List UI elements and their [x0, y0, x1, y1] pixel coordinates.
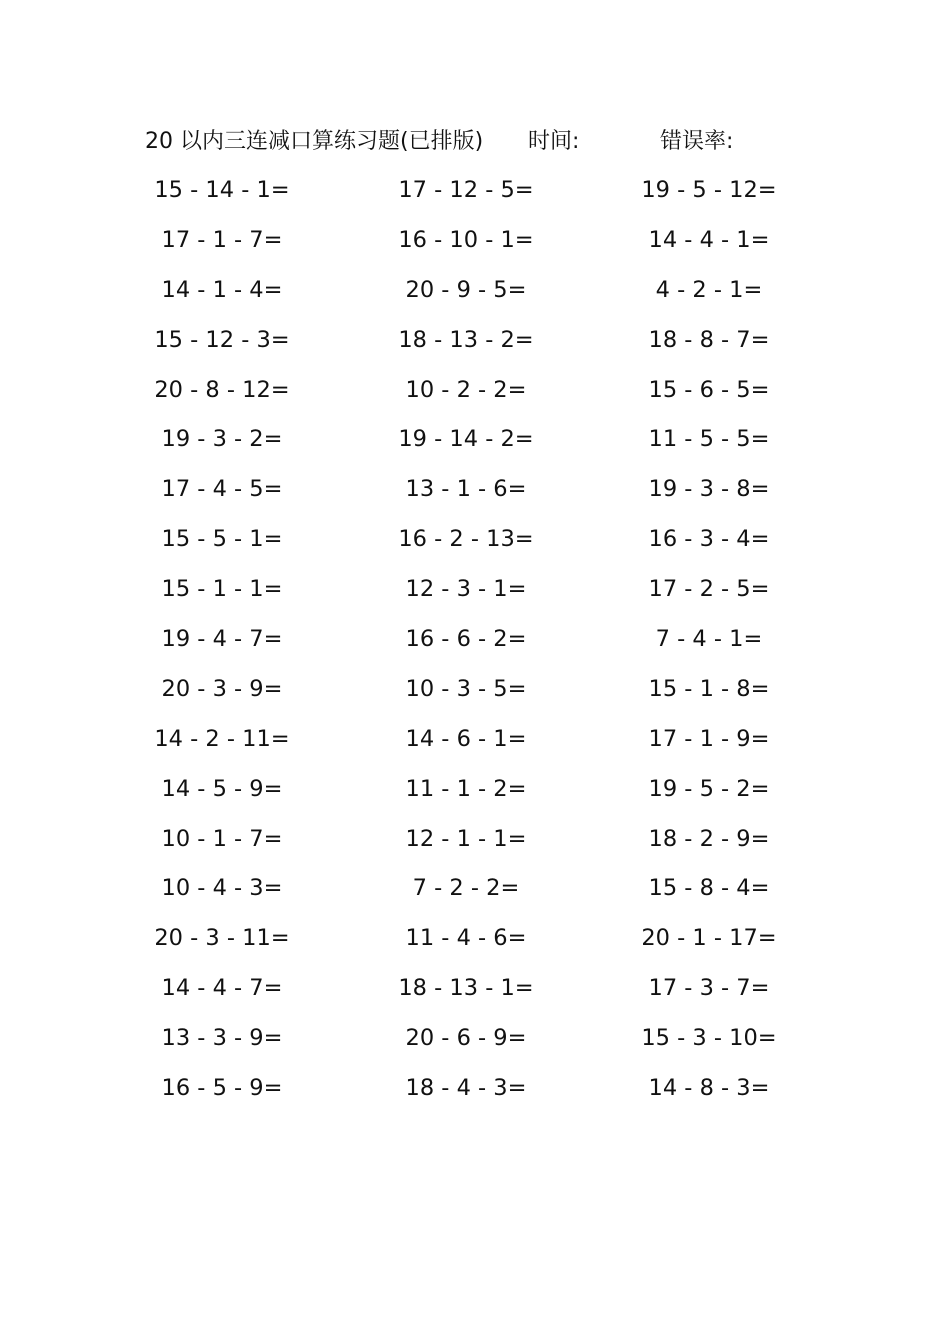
- problem-item: 19 - 14 - 2=: [398, 426, 534, 453]
- problem-item: 15 - 5 - 1=: [161, 526, 283, 553]
- problem-item: 15 - 6 - 5=: [648, 376, 770, 403]
- problem-item: 15 - 3 - 10=: [641, 1025, 777, 1052]
- problem-item: 17 - 1 - 7=: [161, 226, 283, 253]
- problem-item: 20 - 3 - 9=: [161, 675, 283, 702]
- problem-item: 17 - 2 - 5=: [648, 576, 770, 603]
- problem-item: 16 - 10 - 1=: [398, 226, 534, 253]
- problem-item: 16 - 5 - 9=: [161, 1075, 283, 1102]
- problem-item: 19 - 3 - 2=: [161, 426, 283, 453]
- problem-item: 17 - 3 - 7=: [648, 975, 770, 1002]
- problem-item: 17 - 4 - 5=: [161, 476, 283, 503]
- problem-row: [0, 914, 950, 964]
- problem-item: 19 - 4 - 7=: [161, 626, 283, 653]
- problem-item: 18 - 13 - 1=: [398, 975, 534, 1002]
- problem-row: [0, 665, 950, 715]
- problem-item: 13 - 1 - 6=: [405, 476, 527, 503]
- problem-row: [0, 1064, 950, 1114]
- problem-row: [0, 266, 950, 316]
- problem-row: [0, 765, 950, 815]
- problem-row: [0, 366, 950, 416]
- problem-row: [0, 316, 950, 366]
- error-rate-label: 错误率:: [660, 129, 734, 154]
- problem-item: 13 - 3 - 9=: [161, 1025, 283, 1052]
- problem-row: [0, 1014, 950, 1064]
- problem-item: 10 - 2 - 2=: [405, 376, 527, 403]
- problem-row: [0, 615, 950, 665]
- problem-item: 19 - 5 - 2=: [648, 775, 770, 802]
- problem-row: [0, 715, 950, 765]
- problem-item: 14 - 2 - 11=: [154, 725, 290, 752]
- problem-item: 14 - 6 - 1=: [405, 725, 527, 752]
- problem-item: 15 - 8 - 4=: [648, 875, 770, 902]
- problem-item: 19 - 5 - 12=: [641, 177, 777, 203]
- problem-row: [0, 166, 950, 216]
- problem-item: 12 - 1 - 1=: [405, 825, 527, 852]
- problem-item: 10 - 3 - 5=: [405, 675, 527, 702]
- problem-item: 11 - 5 - 5=: [648, 426, 770, 453]
- problem-item: 18 - 13 - 2=: [398, 326, 534, 353]
- problem-row: [0, 515, 950, 565]
- problem-item: 19 - 3 - 8=: [648, 476, 770, 503]
- problem-item: 14 - 4 - 7=: [161, 975, 283, 1002]
- problem-grid: [0, 166, 950, 1114]
- problem-row: [0, 465, 950, 515]
- problem-item: 18 - 2 - 9=: [648, 825, 770, 852]
- worksheet-title: 20 以内三连减口算练习题(已排版): [145, 129, 484, 154]
- problem-item: 16 - 6 - 2=: [405, 626, 527, 653]
- problem-item: 4 - 2 - 1=: [655, 276, 763, 303]
- problem-row: [0, 864, 950, 914]
- problem-item: 14 - 4 - 1=: [648, 226, 770, 253]
- problem-item: 20 - 8 - 12=: [154, 376, 290, 403]
- problem-item: 7 - 2 - 2=: [412, 875, 520, 902]
- problem-item: 18 - 8 - 7=: [648, 326, 770, 353]
- problem-item: 15 - 1 - 1=: [161, 576, 283, 603]
- problem-row: [0, 415, 950, 465]
- problem-item: 14 - 8 - 3=: [648, 1075, 770, 1102]
- problem-item: 16 - 2 - 13=: [398, 526, 534, 553]
- problem-item: 12 - 3 - 1=: [405, 576, 527, 603]
- problem-item: 14 - 1 - 4=: [161, 276, 283, 303]
- problem-item: 11 - 1 - 2=: [405, 775, 527, 802]
- problem-item: 16 - 3 - 4=: [648, 526, 770, 553]
- problem-item: 20 - 6 - 9=: [405, 1025, 527, 1052]
- problem-item: 10 - 4 - 3=: [161, 875, 283, 902]
- worksheet-header: [0, 124, 950, 160]
- problem-item: 20 - 9 - 5=: [405, 276, 527, 303]
- problem-item: 17 - 1 - 9=: [648, 725, 770, 752]
- problem-item: 20 - 3 - 11=: [154, 925, 290, 952]
- problem-item: 17 - 12 - 5=: [398, 177, 534, 203]
- problem-item: 11 - 4 - 6=: [405, 925, 527, 952]
- problem-item: 15 - 1 - 8=: [648, 675, 770, 702]
- problem-row: [0, 964, 950, 1014]
- problem-item: 7 - 4 - 1=: [655, 626, 763, 653]
- problem-item: 15 - 14 - 1=: [154, 177, 290, 203]
- problem-item: 14 - 5 - 9=: [161, 775, 283, 802]
- problem-item: 15 - 12 - 3=: [154, 326, 290, 353]
- problem-row: [0, 815, 950, 865]
- problem-item: 20 - 1 - 17=: [641, 925, 777, 952]
- problem-row: [0, 216, 950, 266]
- time-label: 时间:: [528, 129, 580, 154]
- problem-item: 18 - 4 - 3=: [405, 1075, 527, 1102]
- problem-row: [0, 565, 950, 615]
- problem-item: 10 - 1 - 7=: [161, 825, 283, 852]
